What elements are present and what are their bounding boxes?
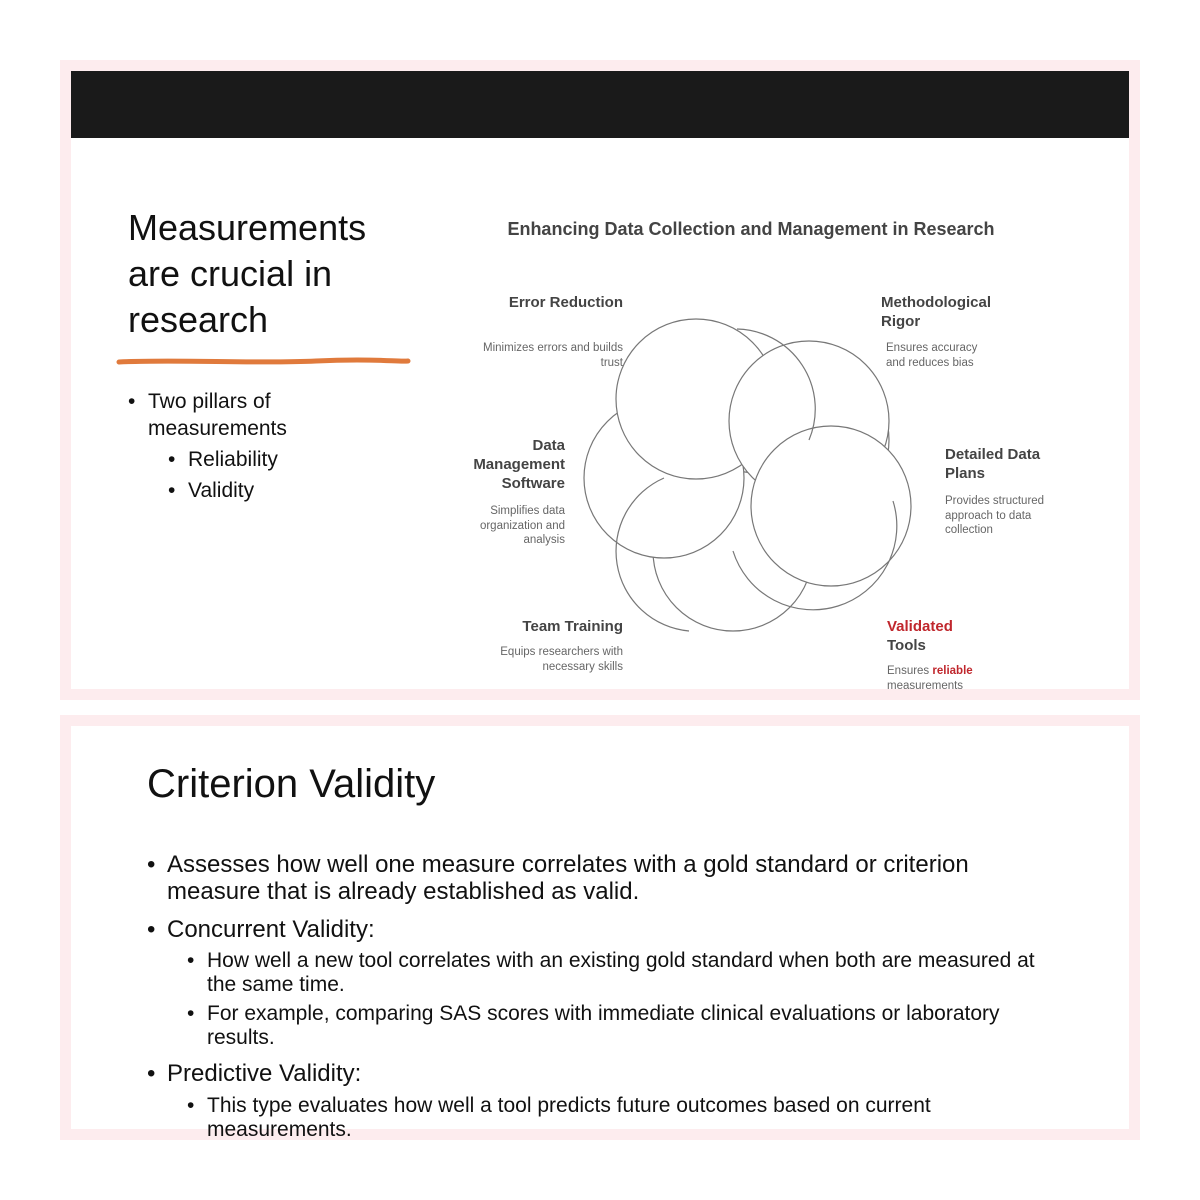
node-methodological-rigor-desc: Ensures accuracy and reduces bias — [886, 342, 978, 369]
node-data-management-software-label: Data Management Software — [473, 437, 565, 492]
bullet-predictive-validity: • Predictive Validity: — [147, 1060, 1047, 1087]
spiral-petal-diagram — [71, 71, 1129, 689]
bullet-validity: • Validity — [128, 477, 348, 504]
node-error-reduction-label: Error Reduction — [508, 294, 623, 311]
bullet-pillars: • Two pillars of measurements — [128, 388, 348, 442]
validated-word: Validated — [887, 618, 953, 635]
slide-2-frame — [60, 715, 1140, 1140]
node-detailed-data-plans-desc: Provides structured approach to data collection — [945, 495, 1045, 536]
node-methodological-rigor-label: Methodological Rigor — [881, 294, 991, 330]
bullet-concurrent-validity: • Concurrent Validity: — [147, 916, 1047, 943]
desc-measurements: measurements — [887, 679, 964, 692]
desc-reliable: reliable — [932, 665, 973, 677]
bullet-concurrent-example: • For example, comparing SAS scores with immediate clinical evaluations or laboratory results. — [187, 1002, 1037, 1050]
desc-ensures: Ensures — [887, 665, 930, 677]
diagram-title: Enhancing Data Collection and Management in Research — [507, 219, 995, 239]
node-error-reduction-desc: Minimizes errors and builds trust — [483, 342, 623, 369]
bullet-assesses: • Assesses how well one measure correlates with a gold standard or criterion measure that is already established as valid. — [147, 851, 1047, 905]
slide-1-frame — [60, 60, 1140, 700]
petal-3 — [751, 426, 911, 586]
node-data-management-software-desc: Simplifies data organization and analysis — [479, 505, 565, 546]
node-validated-tools-desc — [887, 664, 1007, 693]
slide-2-title: Criterion Validity — [147, 762, 436, 806]
slide-1 — [71, 71, 1129, 692]
node-validated-tools-label — [887, 617, 1007, 655]
node-detailed-data-plans-label: Detailed Data Plans — [945, 446, 1041, 482]
node-team-training-desc: Equips researchers with necessary skills — [500, 646, 623, 673]
slide-2 — [71, 726, 1129, 1141]
bullet-reliability: • Reliability — [128, 446, 348, 473]
node-team-training-label: Team Training — [522, 618, 623, 635]
slide-1-title: Measurements are crucial in research — [128, 207, 367, 340]
bullet-concurrent-desc: • How well a new tool correlates with an existing gold standard when both are measured at the same time. — [187, 949, 1037, 997]
tools-word: Tools — [887, 637, 926, 654]
bullet-predictive-desc: • This type evaluates how well a tool predicts future outcomes based on current measurements. — [187, 1094, 1047, 1142]
